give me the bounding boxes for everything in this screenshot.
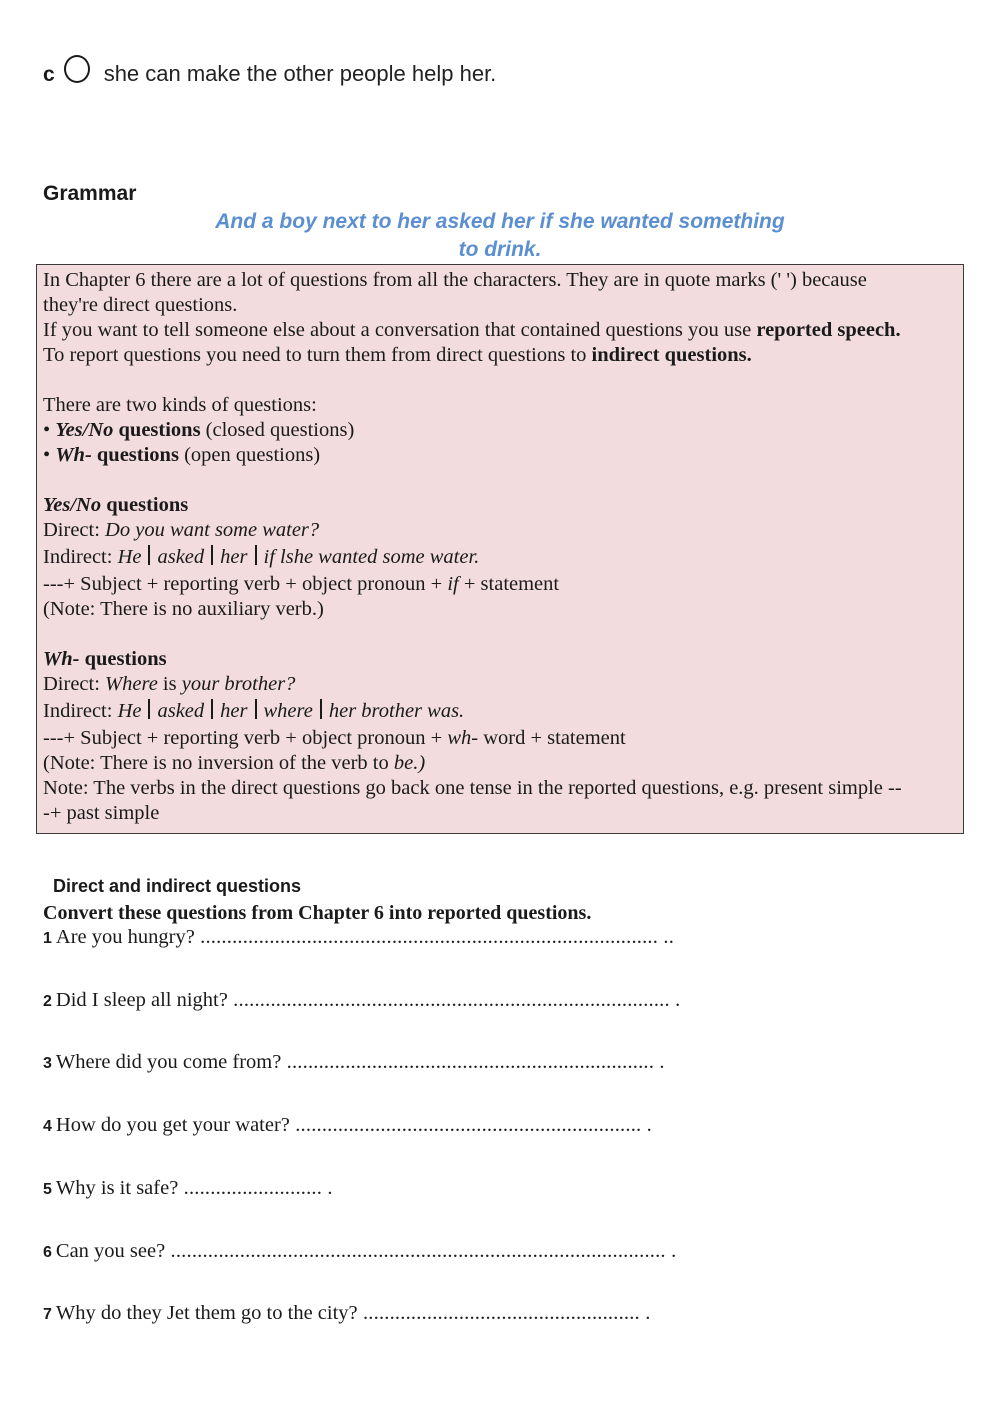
divider: [211, 699, 213, 719]
answer-blank[interactable]: .................................................................................. .: [227, 989, 681, 1011]
answer-blank[interactable]: ................................................................. .: [289, 1114, 652, 1136]
question-text: Did I sleep all night?: [55, 989, 228, 1011]
intro-line: [43, 343, 957, 368]
divider: [211, 545, 213, 565]
question-item: [43, 1114, 652, 1137]
text: (closed questions): [200, 419, 355, 441]
example-part: asked: [157, 546, 205, 568]
answer-blank[interactable]: ............................................................................................. .: [165, 1240, 677, 1262]
question-text: Why is it safe?: [55, 1177, 179, 1199]
text: (open questions): [178, 444, 321, 466]
indirect-example: [43, 697, 957, 726]
example: Where: [105, 673, 158, 695]
text: word + statement: [478, 727, 626, 749]
final-note: -+ past simple: [43, 802, 160, 824]
term: questions: [79, 648, 167, 670]
question-text: Where did you come from?: [55, 1051, 282, 1073]
term: be.): [393, 752, 426, 774]
question-item: [43, 1240, 676, 1263]
question-text: How do you get your water?: [55, 1114, 290, 1136]
term: if: [447, 573, 459, 595]
example-part: her: [220, 700, 248, 722]
final-note: Note: The verbs in the direct questions go back one tense in the reported questions, e.g. present simple --: [43, 777, 902, 799]
formula: [43, 726, 957, 751]
example-part: her brother was.: [328, 700, 465, 722]
bullet-icon: •: [43, 444, 51, 466]
term: questions: [113, 419, 201, 441]
divider: [255, 699, 257, 719]
question-item: [43, 1051, 665, 1074]
kind-item: [43, 443, 957, 468]
question-item: [43, 989, 680, 1012]
question-number: 6: [43, 1244, 52, 1261]
term: Wh-: [55, 444, 92, 466]
text: ---+ Subject + reporting verb + object pronoun +: [43, 727, 448, 749]
kinds-intro: There are two kinds of questions:: [43, 394, 317, 416]
example-quote: [150, 208, 850, 264]
bold-term: indirect questions.: [591, 344, 752, 366]
question-number: 1: [43, 930, 52, 947]
question-text: Are you hungry?: [55, 926, 195, 948]
example-part: He: [117, 700, 142, 722]
label: Direct:: [43, 673, 106, 695]
question-item: [43, 926, 674, 949]
indirect-example: [43, 543, 957, 572]
divider: [320, 699, 322, 719]
direct-example: [43, 518, 957, 543]
question-number: 4: [43, 1118, 52, 1135]
example: your brother?: [181, 673, 296, 695]
example-part: asked: [157, 700, 205, 722]
bold-term: reported speech.: [756, 319, 901, 341]
divider: [148, 699, 150, 719]
grammar-explanation-box: [36, 264, 964, 834]
example-part: He: [117, 546, 142, 568]
option-letter: c: [43, 63, 55, 86]
term: questions: [91, 444, 179, 466]
section-heading-yes-no: [43, 493, 957, 518]
text: ---+ Subject + reporting verb + object pronoun +: [43, 573, 448, 595]
text: (Note: There is no inversion of the verb to: [43, 752, 394, 774]
term: questions: [101, 494, 189, 516]
example: is: [157, 673, 182, 695]
example-part: if lshe wanted some water.: [263, 546, 480, 568]
section-heading-wh: [43, 647, 957, 672]
question-number: 7: [43, 1306, 52, 1323]
text: If you want to tell someone else about a conversation that contained questions you use: [43, 319, 757, 341]
quote-line-1: And a boy next to her asked her if she wanted something: [215, 210, 785, 233]
term: Wh-: [43, 648, 80, 670]
formula: [43, 572, 957, 597]
intro-line: [43, 318, 957, 343]
option-text: she can make the other people help her.: [103, 61, 497, 86]
answer-blank[interactable]: ..................................................................... .: [281, 1051, 665, 1073]
intro-line: In Chapter 6 there are a lot of questions from all the characters. They are in quote marks (' ') because: [43, 269, 867, 291]
term: Yes/No: [55, 419, 114, 441]
question-number: 5: [43, 1181, 52, 1198]
question-text: Why do they Jet them go to the city?: [55, 1302, 358, 1324]
direct-example: [43, 672, 957, 697]
note: (Note: There is no auxiliary verb.): [43, 598, 324, 620]
radio-circle-icon[interactable]: [64, 55, 90, 83]
divider: [255, 545, 257, 565]
question-number: 3: [43, 1055, 52, 1072]
term: wh-: [447, 727, 479, 749]
question-text: Can you see?: [55, 1240, 166, 1262]
label: Direct:: [43, 519, 106, 541]
exercise-title: Direct and indirect questions: [53, 876, 302, 896]
answer-blank[interactable]: ...................................................................................... ..: [194, 926, 675, 948]
label: Indirect:: [43, 700, 118, 722]
question-item: [43, 1302, 651, 1325]
intro-line: they're direct questions.: [43, 294, 238, 316]
question-number: 2: [43, 993, 52, 1010]
term: Yes/No: [43, 494, 102, 516]
text: To report questions you need to turn them from direct questions to: [43, 344, 592, 366]
bullet-icon: •: [43, 419, 51, 441]
quote-line-2: to drink.: [458, 238, 542, 261]
answer-blank[interactable]: .................................................... .: [357, 1302, 651, 1324]
kind-item: [43, 418, 957, 443]
example-part: her: [220, 546, 248, 568]
answer-blank[interactable]: .......................... .: [178, 1177, 333, 1199]
exercise-instruction: Convert these questions from Chapter 6 into reported questions.: [43, 902, 592, 924]
example-part: where: [263, 700, 313, 722]
example: Do you want some water?: [105, 519, 320, 541]
text: + statement: [458, 573, 560, 595]
grammar-heading: Grammar: [43, 182, 137, 205]
label: Indirect:: [43, 546, 118, 568]
question-item: [43, 1177, 333, 1200]
answer-option-c[interactable]: [43, 52, 496, 92]
note: [43, 751, 957, 776]
divider: [148, 545, 150, 565]
